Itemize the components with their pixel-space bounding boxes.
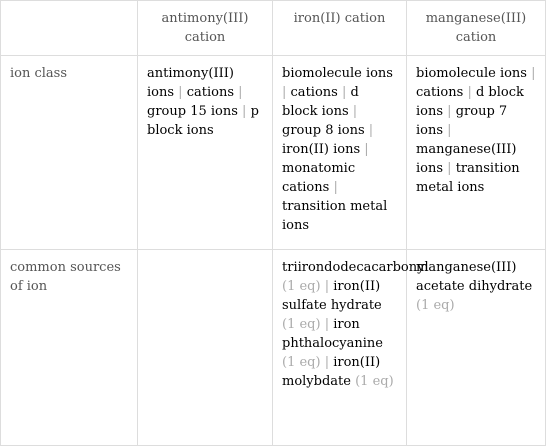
equivalent-count: (1 eq)	[416, 298, 455, 313]
list-separator: |	[352, 104, 358, 119]
equivalent-count: (1 eq)	[282, 279, 321, 294]
header-antimony-iii-cation: antimony(III) cation	[138, 1, 273, 56]
list-item: cations	[416, 85, 464, 100]
list-item: triirondodecacarbonyl	[282, 260, 429, 275]
list-item: d block ions	[416, 85, 524, 119]
header-row	[1, 1, 546, 56]
sources-iron-cell	[273, 250, 429, 446]
list-separator: |	[364, 142, 369, 157]
list-item: p block ions	[147, 104, 259, 138]
list-item: iron(II) sulfate hydrate	[282, 279, 382, 313]
list-item: manganese(III) ions	[416, 142, 517, 176]
list-separator: |	[447, 161, 452, 176]
list-separator: |	[324, 317, 330, 332]
sources-antimony-cell	[138, 250, 273, 446]
list-item: iron(II) ions	[282, 142, 361, 157]
equivalent-count: (1 eq)	[355, 374, 394, 389]
list-item: cations	[290, 85, 338, 100]
header-iron-ii-cation: iron(II) cation	[273, 1, 407, 56]
header-corner-cell	[1, 1, 138, 56]
list-item: d block ions	[282, 85, 359, 119]
ion-class-antimony-cell	[138, 56, 273, 250]
list-separator: |	[447, 123, 452, 138]
list-separator: |	[531, 66, 536, 81]
list-item: transition metal ions	[282, 199, 388, 233]
row-label-ion-class: ion class	[1, 56, 138, 250]
list-separator: |	[447, 104, 452, 119]
list-separator: |	[238, 85, 243, 100]
equivalent-count: (1 eq)	[282, 317, 321, 332]
list-separator: |	[368, 123, 374, 138]
header-manganese-iii-cation: manganese(III) cation	[407, 1, 546, 56]
list-item: transition metal ions	[416, 161, 520, 195]
list-item: manganese(III) acetate dihydrate	[416, 260, 533, 294]
ion-class-iron-cell	[273, 56, 407, 250]
row-ion-class	[1, 56, 546, 250]
list-separator: |	[467, 85, 472, 100]
list-separator: |	[333, 180, 338, 195]
equivalent-count: (1 eq)	[282, 355, 321, 370]
list-item: monatomic cations	[282, 161, 356, 195]
sources-manganese-cell	[407, 250, 546, 446]
list-item: group 15 ions	[147, 104, 238, 119]
row-label-common-sources: common sources of ion	[1, 250, 138, 446]
list-item: antimony(III) ions	[147, 66, 234, 100]
list-item: iron phthalocyanine	[282, 317, 383, 351]
list-separator: |	[178, 85, 183, 100]
list-separator: |	[324, 355, 330, 370]
list-separator: |	[282, 85, 287, 100]
list-item: iron(II) molybdate	[282, 355, 381, 389]
list-separator: |	[242, 104, 247, 119]
list-separator: |	[324, 279, 330, 294]
list-separator: |	[341, 85, 347, 100]
list-item: biomolecule ions	[416, 66, 527, 81]
list-item: group 8 ions	[282, 123, 365, 138]
row-common-sources	[1, 250, 546, 446]
list-item: group 7 ions	[416, 104, 508, 138]
list-item: cations	[186, 85, 234, 100]
list-item: biomolecule ions	[282, 66, 393, 81]
ion-class-manganese-cell	[407, 56, 546, 250]
